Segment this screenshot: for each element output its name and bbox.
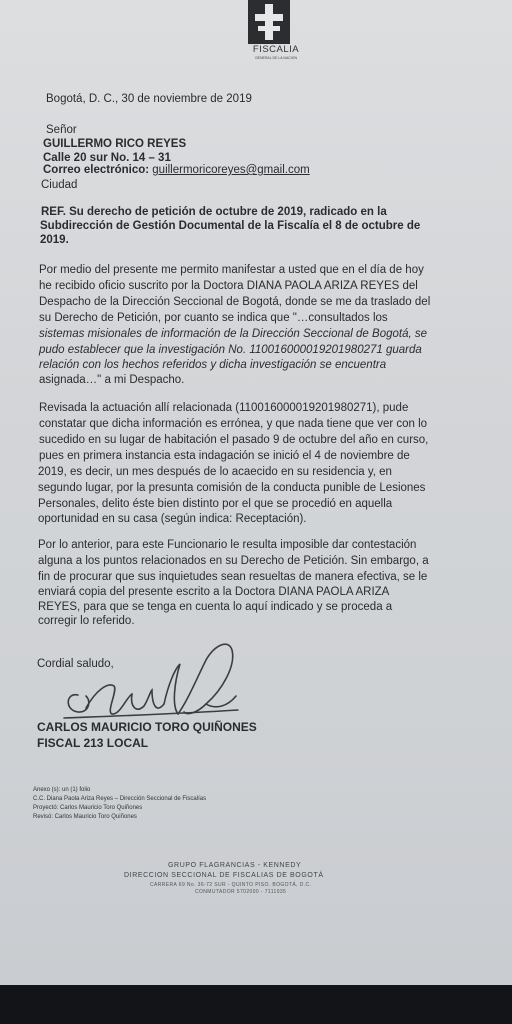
- fiscalia-logo-icon: [248, 0, 290, 44]
- footer-direction: DIRECCION SECCIONAL DE FISCALIAS DE BOGOTÁ: [124, 872, 324, 879]
- paragraph-3-line: fin de procurar que sus inquietudes sean resueltas de manera efectiva, se le: [38, 571, 428, 583]
- signer-title: FISCAL 213 LOCAL: [37, 736, 149, 750]
- annex-line: Proyectó: Carlos Mauricio Toro Quiñones: [33, 805, 143, 811]
- paragraph-1-line: asignada…" a mi Despacho.: [39, 374, 185, 386]
- paragraph-1-line: he recibido oficio suscrito por la Doctora DIANA PAOLA ARIZA REYES del: [39, 280, 418, 292]
- paragraph-2-line: 2019, es decir, un mes después de lo acaecido en su residencia y, en: [38, 466, 392, 478]
- paragraph-3-line: corregir lo referido.: [38, 615, 135, 627]
- paragraph-2-line: constatar que dicha información es errónea, y que nada tiene que ver con lo: [39, 418, 428, 430]
- reference-line: REF. Su derecho de petición de octubre de 2019, radicado en la: [41, 206, 387, 218]
- handwritten-signature: [56, 620, 246, 735]
- recipient-email-row: [43, 163, 310, 177]
- paragraph-3-line: alguna a los puntos relacionados en su Derecho de Petición. Sin embargo, a: [38, 555, 429, 567]
- closing-greeting: Cordial saludo,: [37, 658, 114, 670]
- paragraph-3-line: enviará copia del presente escrito a la Doctora DIANA PAOLA ARIZA: [38, 586, 390, 598]
- email-label: Correo electrónico:: [43, 164, 150, 176]
- reference-line: 2019.: [40, 234, 69, 246]
- footer-group: GRUPO FLAGRANCIAS - KENNEDY: [168, 862, 302, 869]
- institution-tagline: GENERAL DE LA NACION: [254, 56, 298, 60]
- paragraph-2-line: Revisada la actuación allí relacionada (110016000019201980271), pude: [39, 402, 409, 414]
- recipient-salutation: Señor: [46, 124, 77, 136]
- paragraph-1-line: su Derecho de Petición, por cuanto se indica que "…consultados los: [39, 312, 388, 324]
- recipient-name: GUILLERMO RICO REYES: [43, 138, 187, 150]
- date-line: Bogotá, D. C., 30 de noviembre de 2019: [46, 93, 252, 105]
- paragraph-1-line: pudo establecer que la investigación No. 110016000019201980271 guarda: [39, 344, 422, 356]
- annex-line: C.C. Diana Paola Ariza Reyes – Dirección Seccional de Fiscalías: [33, 796, 207, 802]
- paragraph-2-line: segundo lugar, por la presunta comisión de la conducta punible de Lesiones: [38, 482, 426, 494]
- paragraph-1-line: Por medio del presente me permito manifestar a usted que en el día de hoy: [39, 264, 424, 276]
- paragraph-2-line: oportunidad en su casa (según indica: Receptación).: [38, 513, 307, 525]
- paragraph-2-line: sucedido en su lugar de habitación el pasado 9 de octubre del año en curso,: [39, 434, 429, 446]
- institution-name: FISCALIA: [252, 44, 300, 55]
- annex-line: Anexo (s): un (1) folio: [33, 787, 91, 793]
- email-link[interactable]: guillermoricoreyes@gmail.com: [152, 164, 310, 176]
- paragraph-2-line: Personales, delito éste bien distinto por el que se procedió en aquella: [38, 498, 393, 510]
- paragraph-1-line: sistemas misionales de información de la Dirección Seccional de Bogotá, se: [39, 328, 428, 340]
- paragraph-3-line: Por lo anterior, para este Funcionario le resulta imposible dar contestación: [38, 539, 417, 551]
- signer-name: CARLOS MAURICIO TORO QUIÑONES: [37, 720, 257, 734]
- recipient-city: Ciudad: [41, 179, 78, 191]
- footer-address: CARRERA 69 No. 36-72 SUR - QUINTO PISO. BOGOTÁ, D.C.: [150, 882, 312, 888]
- paragraph-2-line: pues en primera instancia esta indagación se inició el 4 de noviembre de: [39, 450, 410, 462]
- reference-line: Subdirección de Gestión Documental de la Fiscalía el 8 de octubre de: [40, 220, 421, 232]
- paragraph-1-line: relación con los hechos referidos y dicha investigación se encuentra: [39, 359, 387, 371]
- annex-line: Revisó: Carlos Mauricio Toro Quiñones: [33, 814, 137, 820]
- background-surface: [0, 985, 512, 1024]
- paragraph-3-line: REYES, para que se tenga en cuenta lo aquí indicado y se proceda a: [38, 601, 393, 613]
- footer-phone: CONMUTADOR 5702000 - 7111935: [195, 889, 287, 895]
- paragraph-1-line: Despacho de la Dirección Seccional de Bogotá, donde se me da traslado del: [39, 296, 431, 308]
- recipient-address: Calle 20 sur No. 14 – 31: [43, 152, 171, 164]
